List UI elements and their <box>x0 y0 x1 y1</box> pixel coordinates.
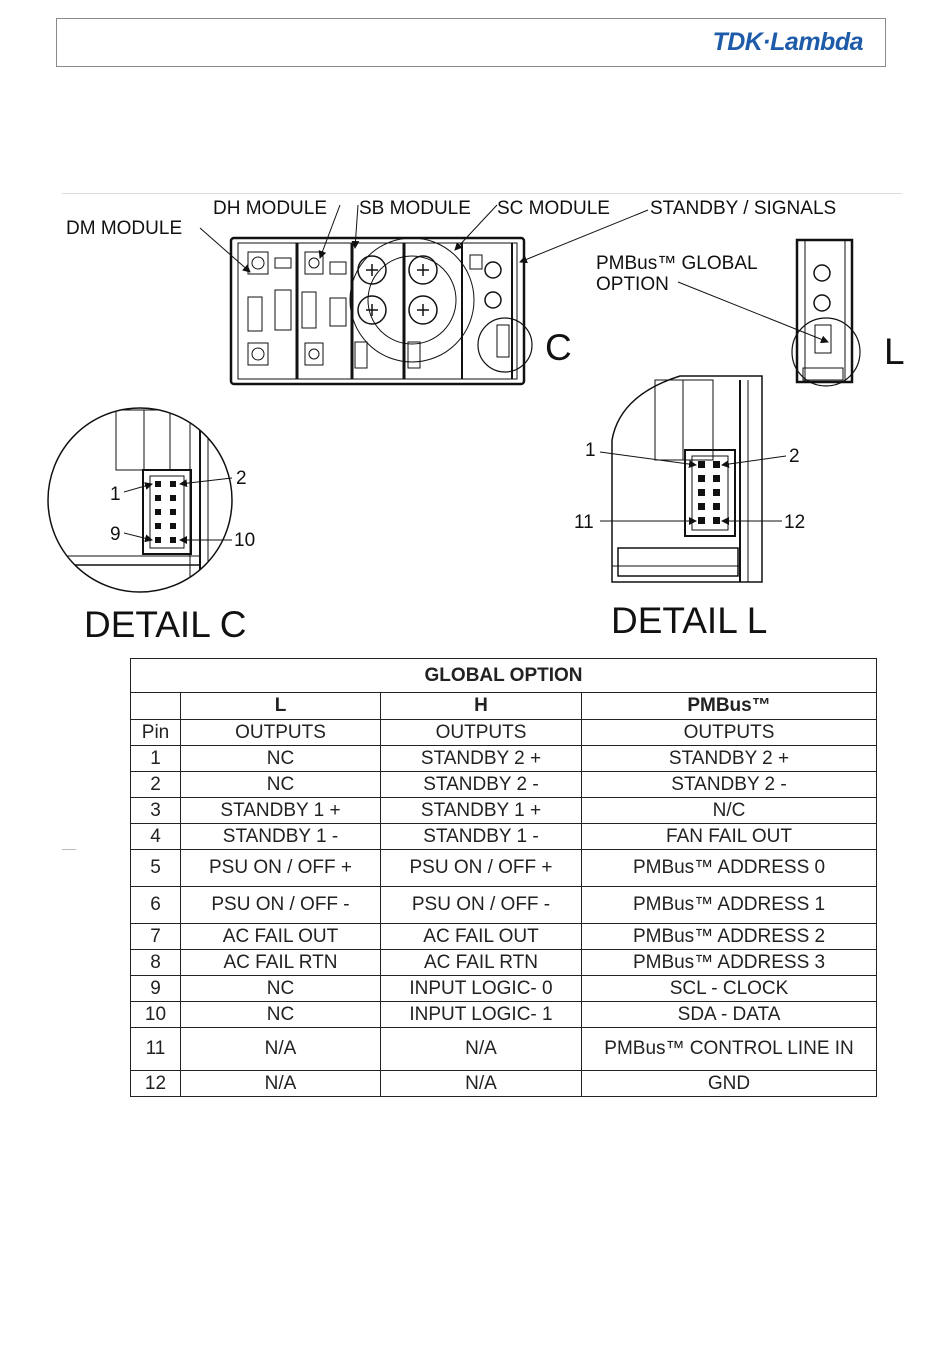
cell: 12 <box>131 1071 181 1097</box>
table-row <box>131 950 877 976</box>
table-row <box>131 1028 877 1071</box>
global-option-table <box>130 658 877 1097</box>
header-l: L <box>181 693 381 720</box>
cell: N/A <box>181 1071 381 1097</box>
cell: PSU ON / OFF - <box>181 887 381 924</box>
label-dh-module: DH MODULE <box>213 198 328 219</box>
table-row <box>131 720 877 746</box>
cell: PMBus™ ADDRESS 0 <box>582 850 877 887</box>
callout-l: L <box>884 331 905 372</box>
cell: GND <box>582 1071 877 1097</box>
table-row <box>131 976 877 1002</box>
cell: 9 <box>131 976 181 1002</box>
detail-c-pin-2: 2 <box>236 468 247 489</box>
label-pmbus-option: OPTION <box>596 274 669 295</box>
detail-c-view <box>40 400 255 645</box>
table-title: GLOBAL OPTION <box>131 659 877 693</box>
detail-l-pin-11: 11 <box>574 512 594 533</box>
cell: N/A <box>381 1071 582 1097</box>
cell: NC <box>181 1002 381 1028</box>
cell: INPUT LOGIC- 0 <box>381 976 582 1002</box>
cell: 5 <box>131 850 181 887</box>
module-diagram <box>0 0 950 650</box>
header-pmbus: PMBus™ <box>582 693 877 720</box>
cell: STANDBY 1 + <box>381 798 582 824</box>
callout-c: C <box>545 327 572 368</box>
detail-c-title: DETAIL C <box>84 604 247 645</box>
cell: OUTPUTS <box>582 720 877 746</box>
cell: SDA - DATA <box>582 1002 877 1028</box>
cell: 6 <box>131 887 181 924</box>
cell: 2 <box>131 772 181 798</box>
header-h: H <box>381 693 582 720</box>
cell: STANDBY 1 + <box>181 798 381 824</box>
cell: NC <box>181 976 381 1002</box>
cell: 11 <box>131 1028 181 1071</box>
cell: NC <box>181 746 381 772</box>
detail-c-pin-1: 1 <box>110 484 121 505</box>
cell: OUTPUTS <box>381 720 582 746</box>
cell: STANDBY 1 - <box>181 824 381 850</box>
chassis-front-view <box>231 238 524 384</box>
cell: N/A <box>381 1028 582 1071</box>
cell: 1 <box>131 746 181 772</box>
table-row <box>131 746 877 772</box>
cell: PSU ON / OFF + <box>381 850 582 887</box>
cell: 7 <box>131 924 181 950</box>
detail-l-pin-2: 2 <box>789 446 800 467</box>
cell: PSU ON / OFF - <box>381 887 582 924</box>
cell: AC FAIL RTN <box>181 950 381 976</box>
table-row <box>131 887 877 924</box>
cell: AC FAIL RTN <box>381 950 582 976</box>
table-row <box>131 824 877 850</box>
cell: PSU ON / OFF + <box>181 850 381 887</box>
label-dm-module: DM MODULE <box>66 218 183 239</box>
detail-l-pin-1: 1 <box>585 440 596 461</box>
table-row <box>131 1071 877 1097</box>
cell: 10 <box>131 1002 181 1028</box>
label-pmbus-global: PMBus™ GLOBAL <box>596 253 758 274</box>
cell: STANDBY 2 + <box>582 746 877 772</box>
label-sb-module: SB MODULE <box>359 198 471 219</box>
cell: PMBus™ ADDRESS 1 <box>582 887 877 924</box>
cell: STANDBY 2 - <box>582 772 877 798</box>
label-sc-module: SC MODULE <box>497 198 610 219</box>
cell: STANDBY 2 - <box>381 772 582 798</box>
table-row <box>131 924 877 950</box>
cell: PMBus™ ADDRESS 2 <box>582 924 877 950</box>
cell: STANDBY 2 + <box>381 746 582 772</box>
cell: FAN FAIL OUT <box>582 824 877 850</box>
cell: INPUT LOGIC- 1 <box>381 1002 582 1028</box>
cell: NC <box>181 772 381 798</box>
detail-l-view <box>574 376 805 641</box>
cell: AC FAIL OUT <box>381 924 582 950</box>
cell: N/C <box>582 798 877 824</box>
cell: AC FAIL OUT <box>181 924 381 950</box>
cell: 8 <box>131 950 181 976</box>
cell: N/A <box>181 1028 381 1071</box>
cell: STANDBY 1 - <box>381 824 582 850</box>
cell: PMBus™ ADDRESS 3 <box>582 950 877 976</box>
label-standby-signals: STANDBY / SIGNALS <box>650 198 837 219</box>
detail-l-pin-12: 12 <box>784 512 806 533</box>
detail-l-title: DETAIL L <box>611 600 768 641</box>
tdk-lambda-logo: TDK·Lambda <box>712 28 863 56</box>
detail-c-pin-10: 10 <box>234 530 256 551</box>
table-row <box>131 850 877 887</box>
cell: OUTPUTS <box>181 720 381 746</box>
cell: 3 <box>131 798 181 824</box>
cell: SCL - CLOCK <box>582 976 877 1002</box>
margin-tick <box>62 849 76 850</box>
detail-c-pin-9: 9 <box>110 524 121 545</box>
table-row <box>131 772 877 798</box>
header-blank <box>131 693 181 720</box>
side-view <box>797 240 852 382</box>
cell: 4 <box>131 824 181 850</box>
cell: Pin <box>131 720 181 746</box>
cell: PMBus™ CONTROL LINE IN <box>582 1028 877 1071</box>
detail-l-callout-circle <box>792 318 860 386</box>
table-row <box>131 1002 877 1028</box>
table-row <box>131 798 877 824</box>
